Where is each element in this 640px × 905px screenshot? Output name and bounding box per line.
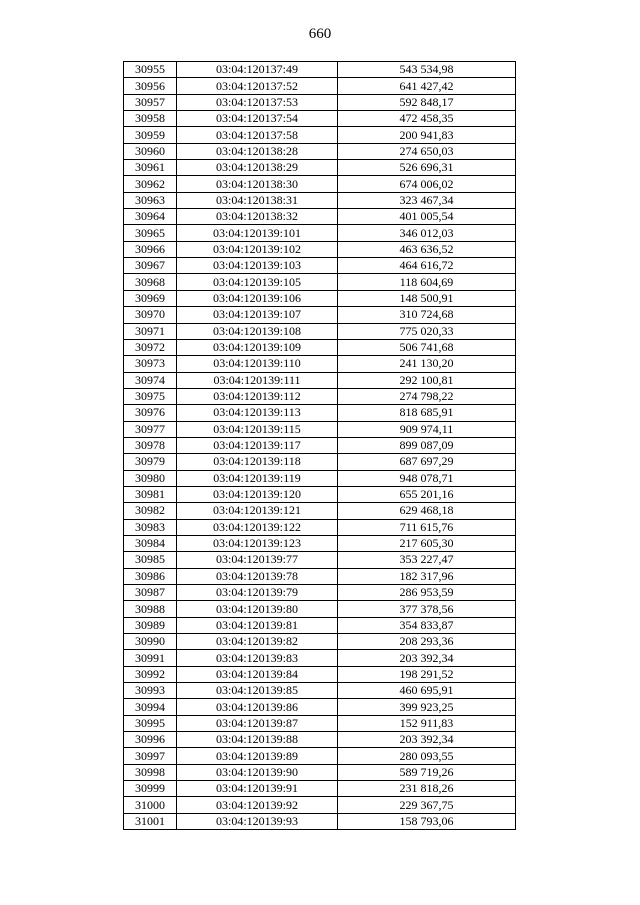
table-row: [124, 241, 516, 257]
table-row: [124, 437, 516, 453]
cadastral-value-cell: 231 818,26: [338, 781, 516, 797]
cadastral-number-cell: 03:04:120139:103: [177, 258, 338, 274]
table-row: [124, 764, 516, 780]
table-row: [124, 715, 516, 731]
row-number-cell: 30963: [124, 192, 177, 208]
cadastral-number-cell: 03:04:120139:80: [177, 601, 338, 617]
cadastral-value-cell: 280 093,55: [338, 748, 516, 764]
cadastral-number-cell: 03:04:120139:83: [177, 650, 338, 666]
row-number-cell: 30964: [124, 209, 177, 225]
row-number-cell: 30972: [124, 339, 177, 355]
cadastral-value-cell: 399 923,25: [338, 699, 516, 715]
cadastral-value-cell: 948 078,71: [338, 470, 516, 486]
row-number-cell: 31001: [124, 813, 177, 829]
row-number-cell: 30970: [124, 307, 177, 323]
cadastral-value-cell: 198 291,52: [338, 666, 516, 682]
cadastral-value-cell: 203 392,34: [338, 732, 516, 748]
cadastral-number-cell: 03:04:120139:86: [177, 699, 338, 715]
table-row: [124, 699, 516, 715]
cadastral-number-cell: 03:04:120139:93: [177, 813, 338, 829]
table-row: [124, 290, 516, 306]
row-number-cell: 30991: [124, 650, 177, 666]
row-number-cell: 30959: [124, 127, 177, 143]
cadastral-number-cell: 03:04:120138:28: [177, 143, 338, 159]
cadastral-number-cell: 03:04:120139:115: [177, 421, 338, 437]
row-number-cell: 30965: [124, 225, 177, 241]
row-number-cell: 31000: [124, 797, 177, 813]
cadastral-number-cell: 03:04:120137:54: [177, 111, 338, 127]
cadastral-value-cell: 818 685,91: [338, 405, 516, 421]
cadastral-number-cell: 03:04:120139:105: [177, 274, 338, 290]
table-row: [124, 274, 516, 290]
row-number-cell: 30977: [124, 421, 177, 437]
cadastral-number-cell: 03:04:120139:102: [177, 241, 338, 257]
table-row: [124, 176, 516, 192]
cadastral-number-cell: 03:04:120139:87: [177, 715, 338, 731]
table-row: [124, 797, 516, 813]
cadastral-value-cell: 346 012,03: [338, 225, 516, 241]
table-row: [124, 666, 516, 682]
cadastral-number-cell: 03:04:120139:79: [177, 585, 338, 601]
cadastral-number-cell: 03:04:120139:111: [177, 372, 338, 388]
cadastral-value-cell: 687 697,29: [338, 454, 516, 470]
row-number-cell: 30984: [124, 535, 177, 551]
row-number-cell: 30995: [124, 715, 177, 731]
cadastral-value-cell: 118 604,69: [338, 274, 516, 290]
table-row: [124, 225, 516, 241]
cadastral-value-cell: 629 468,18: [338, 503, 516, 519]
row-number-cell: 30999: [124, 781, 177, 797]
cadastral-value-cell: 208 293,36: [338, 634, 516, 650]
table-row: [124, 307, 516, 323]
cadastral-value-cell: 152 911,83: [338, 715, 516, 731]
cadastral-value-cell: 589 719,26: [338, 764, 516, 780]
cadastral-number-cell: 03:04:120139:89: [177, 748, 338, 764]
row-number-cell: 30969: [124, 290, 177, 306]
cadastral-number-cell: 03:04:120139:119: [177, 470, 338, 486]
table-row: [124, 617, 516, 633]
cadastral-number-cell: 03:04:120139:110: [177, 356, 338, 372]
row-number-cell: 30997: [124, 748, 177, 764]
cadastral-number-cell: 03:04:120139:106: [177, 290, 338, 306]
table-row: [124, 388, 516, 404]
cadastral-value-cell: 182 317,96: [338, 568, 516, 584]
table-row: [124, 127, 516, 143]
table-row: [124, 568, 516, 584]
cadastral-value-cell: 909 974,11: [338, 421, 516, 437]
cadastral-number-cell: 03:04:120139:85: [177, 683, 338, 699]
row-number-cell: 30998: [124, 764, 177, 780]
cadastral-number-cell: 03:04:120138:32: [177, 209, 338, 225]
row-number-cell: 30956: [124, 78, 177, 94]
table-row: [124, 421, 516, 437]
row-number-cell: 30975: [124, 388, 177, 404]
cadastral-value-cell: 899 087,09: [338, 437, 516, 453]
cadastral-number-cell: 03:04:120137:58: [177, 127, 338, 143]
cadastral-number-cell: 03:04:120139:92: [177, 797, 338, 813]
table-row: [124, 470, 516, 486]
cadastral-value-cell: 274 798,22: [338, 388, 516, 404]
cadastral-number-cell: 03:04:120137:49: [177, 62, 338, 78]
table-row: [124, 209, 516, 225]
cadastral-value-cell: 472 458,35: [338, 111, 516, 127]
cadastral-value-cell: 217 605,30: [338, 535, 516, 551]
cadastral-number-cell: 03:04:120138:31: [177, 192, 338, 208]
cadastral-number-cell: 03:04:120139:82: [177, 634, 338, 650]
table-row: [124, 160, 516, 176]
cadastral-number-cell: 03:04:120139:91: [177, 781, 338, 797]
cadastral-value-cell: 200 941,83: [338, 127, 516, 143]
row-number-cell: 30986: [124, 568, 177, 584]
row-number-cell: 30989: [124, 617, 177, 633]
table-row: [124, 339, 516, 355]
cadastral-number-cell: 03:04:120139:109: [177, 339, 338, 355]
table-row: [124, 813, 516, 829]
cadastral-number-cell: 03:04:120139:90: [177, 764, 338, 780]
row-number-cell: 30978: [124, 437, 177, 453]
table-row: [124, 454, 516, 470]
row-number-cell: 30996: [124, 732, 177, 748]
cadastral-number-cell: 03:04:120139:77: [177, 552, 338, 568]
table-row: [124, 143, 516, 159]
cadastral-value-cell: 354 833,87: [338, 617, 516, 633]
table-row: [124, 650, 516, 666]
cadastral-number-cell: 03:04:120139:121: [177, 503, 338, 519]
cadastral-value-cell: 775 020,33: [338, 323, 516, 339]
cadastral-value-cell: 674 006,02: [338, 176, 516, 192]
cadastral-value-cell: 592 848,17: [338, 94, 516, 110]
cadastral-value-cell: 543 534,98: [338, 62, 516, 78]
row-number-cell: 30982: [124, 503, 177, 519]
row-number-cell: 30971: [124, 323, 177, 339]
row-number-cell: 30968: [124, 274, 177, 290]
table-row: [124, 634, 516, 650]
cadastral-value-cell: 711 615,76: [338, 519, 516, 535]
cadastral-value-cell: 460 695,91: [338, 683, 516, 699]
row-number-cell: 30976: [124, 405, 177, 421]
cadastral-value-cell: 353 227,47: [338, 552, 516, 568]
table-row: [124, 535, 516, 551]
row-number-cell: 30980: [124, 470, 177, 486]
row-number-cell: 30988: [124, 601, 177, 617]
cadastral-number-cell: 03:04:120139:101: [177, 225, 338, 241]
cadastral-value-cell: 158 793,06: [338, 813, 516, 829]
row-number-cell: 30983: [124, 519, 177, 535]
row-number-cell: 30960: [124, 143, 177, 159]
table-row: [124, 356, 516, 372]
table-row: [124, 781, 516, 797]
cadastral-value-cell: 310 724,68: [338, 307, 516, 323]
cadastral-value-cell: 401 005,54: [338, 209, 516, 225]
cadastral-value-cell: 286 953,59: [338, 585, 516, 601]
cadastral-value-cell: 506 741,68: [338, 339, 516, 355]
row-number-cell: 30967: [124, 258, 177, 274]
cadastral-number-cell: 03:04:120139:113: [177, 405, 338, 421]
table-row: [124, 732, 516, 748]
cadastral-number-cell: 03:04:120139:123: [177, 535, 338, 551]
table-row: [124, 94, 516, 110]
cadastral-value-cell: 641 427,42: [338, 78, 516, 94]
table-row: [124, 486, 516, 502]
table-row: [124, 585, 516, 601]
table-row: [124, 111, 516, 127]
cadastral-value-cell: 526 696,31: [338, 160, 516, 176]
table-row: [124, 372, 516, 388]
row-number-cell: 30966: [124, 241, 177, 257]
table-row: [124, 62, 516, 78]
cadastral-number-cell: 03:04:120137:52: [177, 78, 338, 94]
row-number-cell: 30993: [124, 683, 177, 699]
row-number-cell: 30990: [124, 634, 177, 650]
cadastral-value-cell: 377 378,56: [338, 601, 516, 617]
row-number-cell: 30979: [124, 454, 177, 470]
cadastral-number-cell: 03:04:120139:88: [177, 732, 338, 748]
cadastral-number-cell: 03:04:120139:84: [177, 666, 338, 682]
table-row: [124, 78, 516, 94]
cadastral-value-cell: 203 392,34: [338, 650, 516, 666]
table-row: [124, 601, 516, 617]
cadastral-number-cell: 03:04:120139:107: [177, 307, 338, 323]
cadastral-number-cell: 03:04:120139:122: [177, 519, 338, 535]
cadastral-value-cell: 292 100,81: [338, 372, 516, 388]
cadastral-value-cell: 655 201,16: [338, 486, 516, 502]
row-number-cell: 30994: [124, 699, 177, 715]
cadastral-number-cell: 03:04:120139:118: [177, 454, 338, 470]
table-body: [124, 62, 516, 830]
row-number-cell: 30955: [124, 62, 177, 78]
row-number-cell: 30962: [124, 176, 177, 192]
cadastral-value-cell: 229 367,75: [338, 797, 516, 813]
table-row: [124, 519, 516, 535]
cadastral-number-cell: 03:04:120139:108: [177, 323, 338, 339]
cadastral-value-cell: 274 650,03: [338, 143, 516, 159]
row-number-cell: 30985: [124, 552, 177, 568]
cadastral-number-cell: 03:04:120139:78: [177, 568, 338, 584]
row-number-cell: 30974: [124, 372, 177, 388]
row-number-cell: 30992: [124, 666, 177, 682]
table-row: [124, 503, 516, 519]
row-number-cell: 30973: [124, 356, 177, 372]
cadastral-value-cell: 148 500,91: [338, 290, 516, 306]
cadastral-number-cell: 03:04:120139:112: [177, 388, 338, 404]
cadastral-value-cell: 464 616,72: [338, 258, 516, 274]
table-row: [124, 683, 516, 699]
table-row: [124, 192, 516, 208]
cadastral-value-cell: 241 130,20: [338, 356, 516, 372]
row-number-cell: 30981: [124, 486, 177, 502]
table-row: [124, 405, 516, 421]
table-row: [124, 552, 516, 568]
row-number-cell: 30957: [124, 94, 177, 110]
row-number-cell: 30958: [124, 111, 177, 127]
table-row: [124, 323, 516, 339]
cadastral-number-cell: 03:04:120137:53: [177, 94, 338, 110]
table-row: [124, 258, 516, 274]
cadastral-number-cell: 03:04:120138:29: [177, 160, 338, 176]
cadastral-value-cell: 463 636,52: [338, 241, 516, 257]
cadastral-number-cell: 03:04:120139:117: [177, 437, 338, 453]
cadastral-number-cell: 03:04:120138:30: [177, 176, 338, 192]
cadastral-value-table: [123, 61, 516, 830]
table-row: [124, 748, 516, 764]
cadastral-number-cell: 03:04:120139:81: [177, 617, 338, 633]
cadastral-value-cell: 323 467,34: [338, 192, 516, 208]
row-number-cell: 30987: [124, 585, 177, 601]
row-number-cell: 30961: [124, 160, 177, 176]
cadastral-number-cell: 03:04:120139:120: [177, 486, 338, 502]
page-number: 660: [308, 26, 332, 42]
